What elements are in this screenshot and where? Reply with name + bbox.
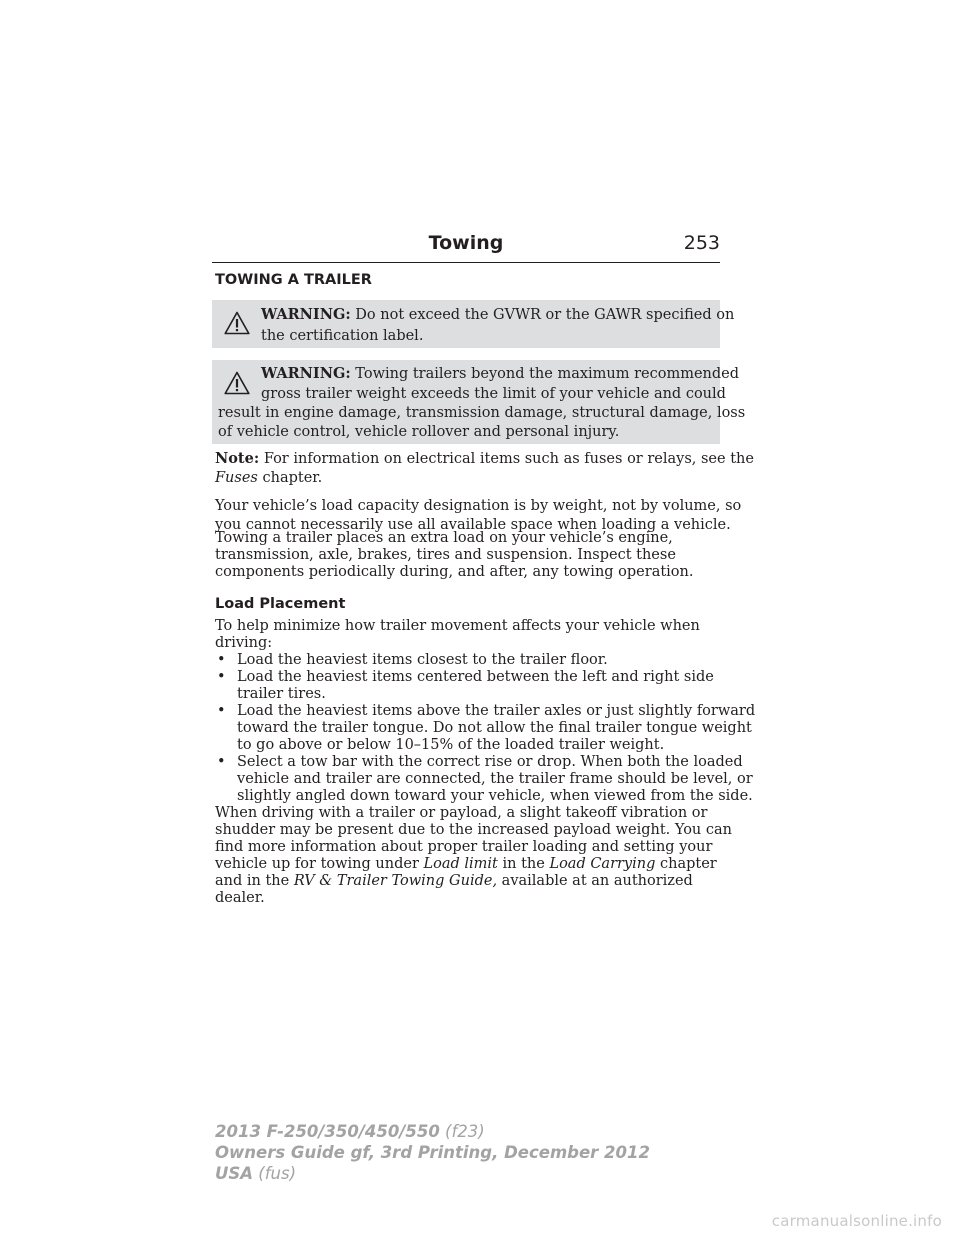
warning-label: WARNING: [261,365,351,382]
note-text: For information on electrical items such as fuses or relays, see the [263,451,754,467]
warning-text: Do not exceed the GVWR or the GAWR specified on [355,307,735,323]
page-header [212,232,720,263]
bullet-symbol: • [217,754,226,770]
warning-triangle-icon [224,371,250,395]
paragraph-line: transmission, axle, brakes, tires and suspension. Inspect these [215,547,676,563]
warning-text: of vehicle control, vehicle rollover and personal injury. [218,424,620,440]
warning-box-1 [212,300,735,348]
paragraph-line: To help minimize how trailer movement affects your vehicle when [215,618,700,634]
page-footer [215,1121,650,1184]
list-item: • Load the heaviest items closest to the trailer floor. [217,652,608,668]
towing-guide-ref: RV & Trailer Towing Guide, [293,873,498,889]
chapter-title: Towing [428,232,504,254]
warning-label: WARNING: [261,306,351,323]
load-placement-list [215,652,756,805]
footer-region: USA [215,1164,254,1183]
warning-box-2 [212,360,746,444]
load-placement-heading: Load Placement [215,596,346,612]
paragraph-extra-load [215,530,720,581]
load-limit-ref: Load limit [423,856,498,872]
warning-text: result in engine damage, transmission damage, structural damage, loss [218,405,746,421]
paragraph-line: you cannot necessarily use all available space when loading a vehicle. [215,517,731,533]
list-item: • Load the heaviest items centered between the left and right side trailer tires. [217,669,714,702]
bullet-symbol: • [217,669,226,685]
footer-region-code: (fus) [253,1164,297,1183]
load-placement-intro [215,618,720,652]
warning-text: Towing trailers beyond the maximum recommended [355,366,740,382]
paragraph-line: components periodically during, and after, any towing operation. [215,564,694,580]
watermark: carmanualsonline.info [771,1212,942,1230]
note-label: Note: [215,450,260,467]
footer-code: (f23) [439,1122,485,1141]
paragraph-line: Towing a trailer places an extra load on your vehicle’s engine, [215,530,673,546]
page-number: 253 [683,232,720,254]
note-text: chapter. [257,470,323,486]
paragraph-line: driving: [215,635,273,651]
load-carrying-chapter-ref: Load Carrying [549,856,656,872]
note-paragraph [215,449,754,488]
footer-edition: Owners Guide gf, 3rd Printing, December 2012 [215,1143,650,1162]
bullet-symbol: • [217,703,226,719]
footer-model: 2013 F-250/350/450/550 [215,1122,440,1141]
warning-text: the certification label. [261,328,424,344]
warning-text: gross trailer weight exceeds the limit of your vehicle and could [261,386,726,402]
warning-triangle-icon [224,311,250,335]
fuses-chapter-ref: Fuses [215,470,258,486]
list-item: • Load the heaviest items above the trailer axles or just slightly forward toward the trailer tongue. Do not allow the final trailer tongue weight to go above or below 10–15% of the loaded trailer weight. [217,703,756,753]
paragraph-line: Your vehicle’s load capacity designation is by weight, not by volume, so [215,498,742,514]
section-title: TOWING A TRAILER [215,272,372,288]
bullet-symbol: • [217,652,226,668]
list-item: • Select a tow bar with the correct rise or drop. When both the loaded vehicle and trailer are connected, the trailer frame should be level, or slightly angled down toward your vehicle, when viewed from the side. [217,754,753,804]
closing-paragraph: When driving with a trailer or payload, a slight takeoff vibration or shudder may be present due to the increased payload weight. You can find more information about proper trailer loading and setting your vehicle up for towing under Load limit in the Load Carrying chapter and in the RV & Trailer Towing Guide, available at an authorized dealer. [215,805,732,906]
